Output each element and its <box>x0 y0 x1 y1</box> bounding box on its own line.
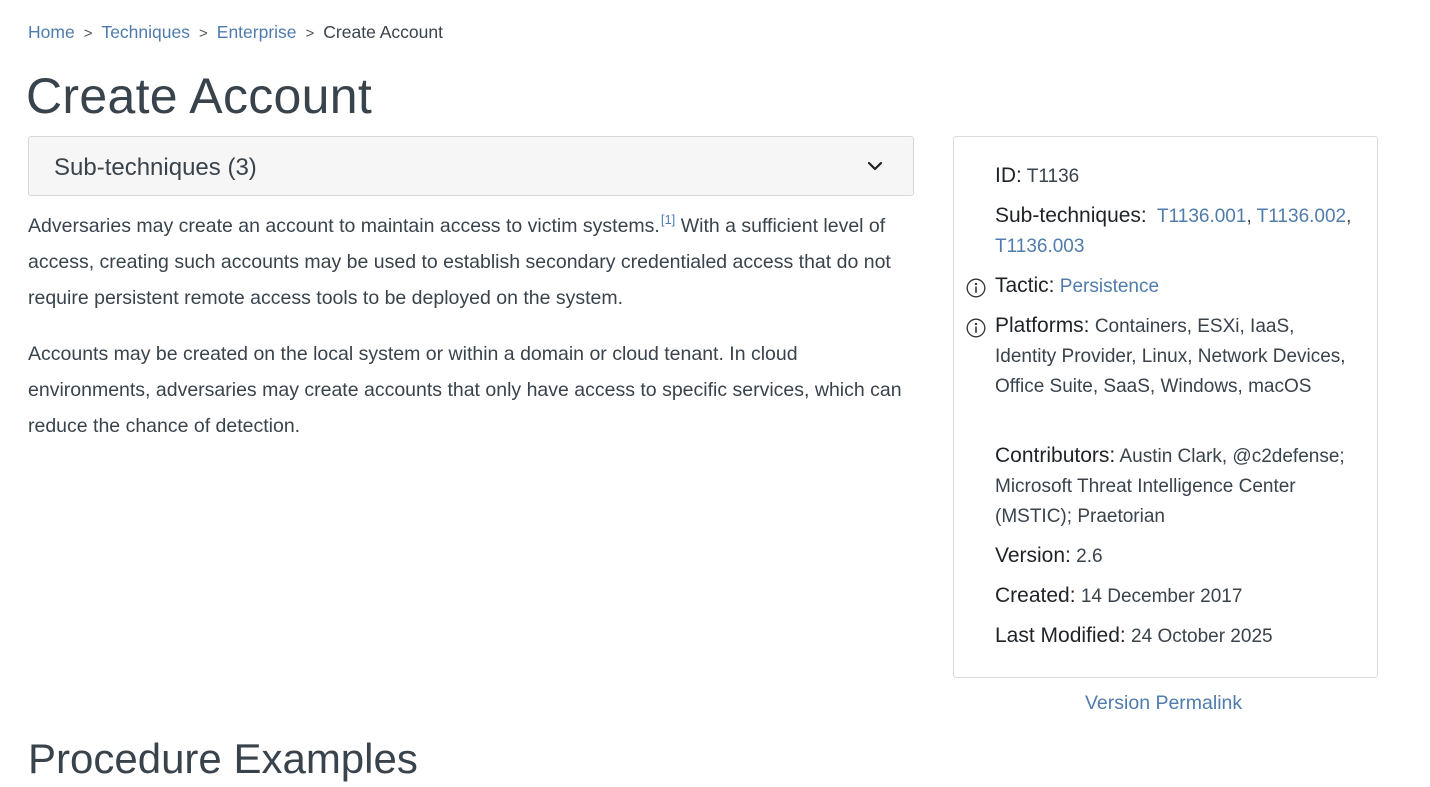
last-modified-value: 24 October 2025 <box>1131 626 1273 647</box>
contributors-value: Austin Clark, @c2defense; Microsoft Threat Intelligence Center (MSTIC); Praetorian <box>995 446 1345 527</box>
breadcrumb-techniques-link[interactable]: Techniques <box>101 22 190 42</box>
page-title: Create Account <box>26 68 373 124</box>
subtechniques-label: Sub-techniques: <box>995 204 1147 227</box>
tactic-label: Tactic: <box>995 274 1055 297</box>
description-paragraph: Adversaries may create an account to maintain access to victim systems.[1] With a sufficient level of access, creating such accounts may be used to establish secondary credentialed access that do not require persistent remote access tools to be deployed on the system. <box>28 212 891 309</box>
chevron-down-icon <box>867 158 883 174</box>
technique-info-card <box>953 136 1378 678</box>
platforms-label: Platforms: <box>995 314 1090 337</box>
id-value: T1136 <box>1026 166 1080 187</box>
tactic-link[interactable]: Persistence <box>1059 276 1160 297</box>
breadcrumb-separator: > <box>199 25 208 42</box>
breadcrumb-separator: > <box>305 25 315 42</box>
description-paragraph: Accounts may be created on the local system or within a domain or cloud tenant. In cloud environments, adversaries may create accounts that only have access to specific services, which can reduce the chance of detection. <box>28 343 902 437</box>
subtechnique-link[interactable]: T1136.003 <box>995 236 1085 257</box>
card-modified-row <box>995 621 1355 652</box>
breadcrumb-enterprise-link[interactable]: Enterprise <box>216 22 297 42</box>
reference-link[interactable]: [1] <box>660 212 676 227</box>
platforms-value: Containers, ESXi, IaaS, Identity Provider, Linux, Network Devices, Office Suite, SaaS, Windows, macOS <box>995 316 1346 397</box>
breadcrumb-current: Create Account <box>323 22 443 42</box>
procedure-examples-heading: Procedure Examples <box>28 735 418 782</box>
version-value: 2.6 <box>1076 546 1103 567</box>
created-value: 14 December 2017 <box>1080 586 1243 607</box>
id-label: ID: <box>995 164 1022 187</box>
breadcrumb <box>28 20 443 46</box>
subtechniques-toggle[interactable] <box>28 136 914 196</box>
contributors-label: Contributors: <box>995 444 1116 467</box>
version-label: Version: <box>995 544 1071 567</box>
subtechnique-link[interactable]: T1136.001 <box>1157 206 1247 227</box>
card-platforms-row <box>995 311 1355 402</box>
breadcrumb-separator: > <box>83 25 93 42</box>
card-created-row <box>995 581 1355 612</box>
technique-description <box>28 208 918 464</box>
info-icon[interactable] <box>966 278 986 298</box>
card-tactic-row <box>995 271 1355 302</box>
last-modified-label: Last Modified: <box>995 624 1126 647</box>
card-id-row <box>995 161 1355 192</box>
card-subtechniques-row: Sub-techniques: T1136.001, T1136.002, T1136.003 <box>995 204 1352 257</box>
card-version-row <box>995 541 1355 572</box>
card-contributors-row <box>995 441 1355 532</box>
subtechniques-toggle-label: Sub-techniques (3) <box>54 154 257 181</box>
info-icon[interactable] <box>966 318 986 338</box>
version-permalink[interactable]: Version Permalink <box>1085 692 1243 714</box>
created-label: Created: <box>995 584 1076 607</box>
subtechnique-link[interactable]: T1136.002 <box>1256 206 1347 227</box>
breadcrumb-home-link[interactable]: Home <box>28 22 75 42</box>
